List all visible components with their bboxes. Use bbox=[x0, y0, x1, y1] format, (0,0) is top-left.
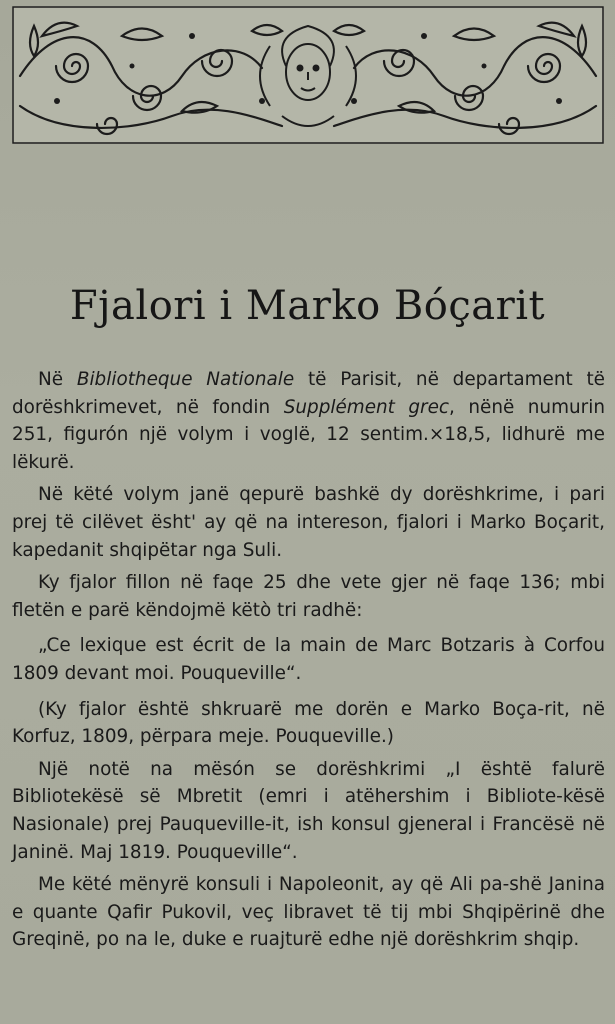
article-title: Fjalori i Marko Bóçarit bbox=[69, 283, 546, 329]
italic-fund-name: Supplément grec bbox=[283, 396, 450, 418]
paragraph-2: Në këté volym janë qepurë bashkë dy dorëshkrime, i pari prej të cilëvet ësht' ay që na intereson, fjalori i Marko Boçarit, kapedanit shqipëtar nga Suli. bbox=[12, 484, 605, 561]
paragraph-7: Me këté mënyrë konsuli i Napoleonit, ay që Ali pa-shë Janina e quante Qafir Pukovil, veç libravet të tij mbi Shqipërinë dhe Greqinë, po na le, duke e ruajturë edhe një dorëshkrim shqip. bbox=[12, 874, 605, 951]
ornamental-headpiece bbox=[12, 6, 604, 144]
paragraph-5: (Ky fjalor është shkruarë me dorën e Marko Boça-rit, në Korfuz, 1809, përpara meje. Pouqueville.) bbox=[12, 698, 605, 748]
paragraph-french-quote: „Ce lexique est écrit de la main de Marc Botzaris à Corfou 1809 devant moi. Pouqueville“. bbox=[12, 635, 605, 684]
paragraph-6: Një notë na mësón se dorëshkrimi „I është falurë Bibliotekësë së Mbretit (emri i atëhershim i Bibliote-kësë Nasionale) prej Pauqueville-it, ish konsul gjeneral i Francësë në Janinë. Maj 1819. Pouqueville“. bbox=[12, 758, 605, 863]
paragraph-1: Në Bibliotheque Nationale të Parisit, në departament të dorëshkrimevet, në fondin Supplément grec, nënë numurin 251, figurón një volym i voglë, 12 sentim.×18,5, lidhurë me lëkurë. bbox=[12, 369, 605, 473]
ornamental-headpiece-icon bbox=[12, 6, 604, 144]
italic-library-name: Bibliotheque Nationale bbox=[76, 369, 295, 390]
article-body bbox=[12, 366, 605, 959]
paragraph-3: Ky fjalor fillon në faqe 25 dhe vete gjer në faqe 136; mbi fletën e parë këndojmë këtò tri radhë: bbox=[12, 572, 605, 621]
